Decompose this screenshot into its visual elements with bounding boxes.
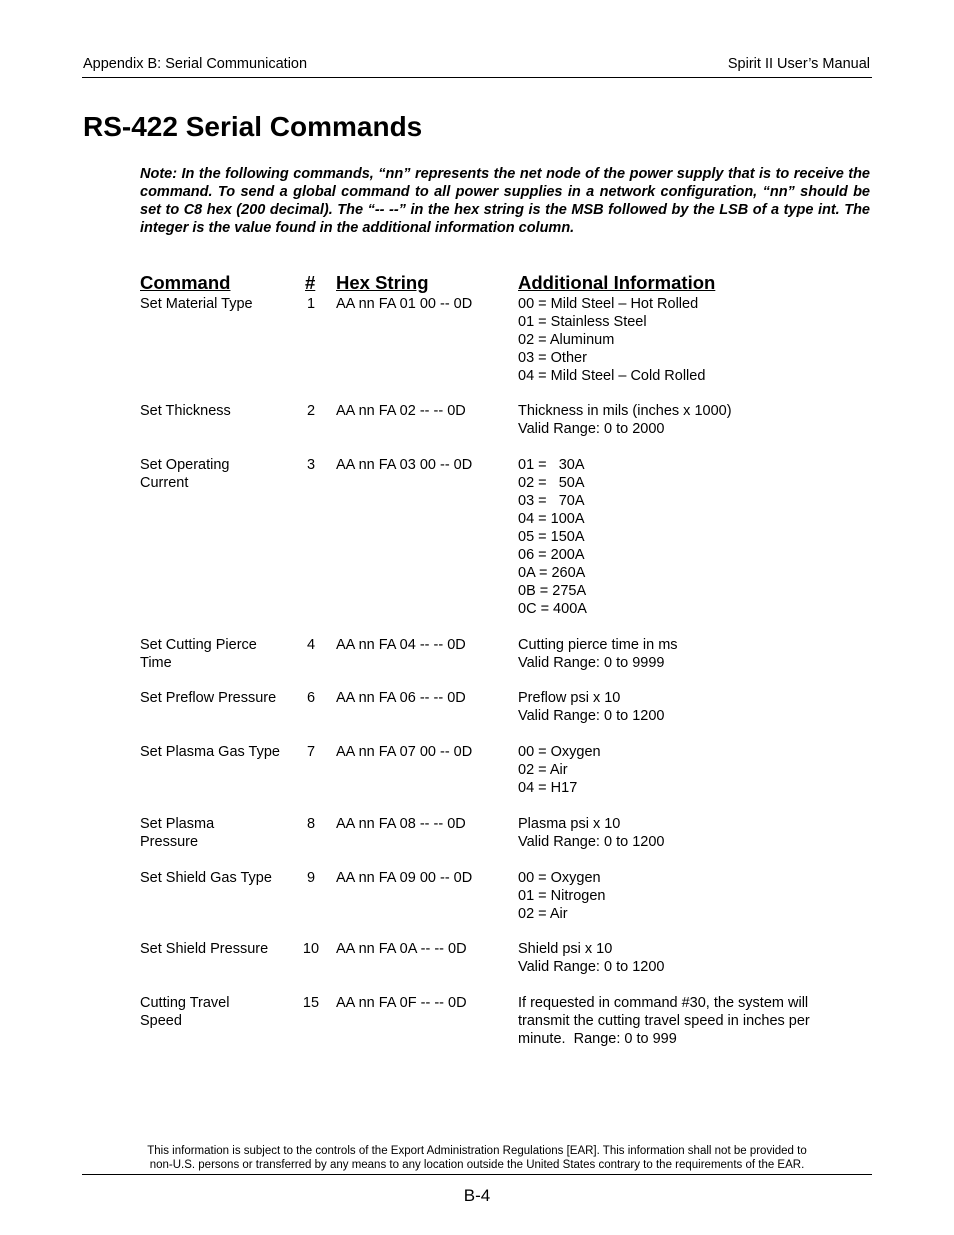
info-cell bbox=[518, 994, 848, 1048]
info-line: 0B = 275A bbox=[518, 583, 587, 599]
info-cell bbox=[518, 402, 848, 438]
command-cell: Set Cutting Pierce Time bbox=[140, 637, 257, 671]
command-cell: Set Plasma Pressure bbox=[140, 816, 215, 850]
command-cell: Set Shield Pressure bbox=[140, 941, 269, 957]
column-header-command: Command bbox=[140, 272, 231, 293]
header-section-title: Appendix B: Serial Communication bbox=[83, 56, 308, 72]
info-line: Cutting pierce time in ms bbox=[518, 637, 678, 653]
info-line: 03 = 70A bbox=[518, 493, 585, 509]
info-line: Thickness in mils (inches x 1000) bbox=[518, 403, 732, 419]
column-header-additional-info: Additional Information bbox=[518, 272, 716, 293]
info-line: 02 = 50A bbox=[518, 475, 585, 491]
info-line: Valid Range: 0 to 1200 bbox=[518, 959, 665, 975]
hex-cell: AA nn FA 04 -- -- 0D bbox=[336, 637, 466, 653]
info-line: 03 = Other bbox=[518, 350, 587, 366]
hex-cell: AA nn FA 0F -- -- 0D bbox=[336, 995, 467, 1011]
export-control-notice bbox=[80, 1144, 874, 1172]
column-header-hex-string: Hex String bbox=[336, 272, 429, 293]
export-control-line-2: non-U.S. persons or transferred by any means to any location outside the United States contrary to the requirements of the EAR. bbox=[149, 1159, 805, 1171]
info-line: 01 = Nitrogen bbox=[518, 888, 606, 904]
header-manual-title: Spirit II User’s Manual bbox=[727, 56, 870, 72]
info-cell bbox=[518, 636, 848, 672]
info-line: Preflow psi x 10 bbox=[518, 690, 621, 706]
hex-cell: AA nn FA 01 00 -- 0D bbox=[336, 296, 473, 312]
info-line: 00 = Oxygen bbox=[518, 870, 601, 886]
info-line: 06 = 200A bbox=[518, 547, 585, 563]
header-divider bbox=[82, 77, 872, 78]
info-line: Valid Range: 0 to 1200 bbox=[518, 708, 665, 724]
number-cell: 2 bbox=[306, 403, 316, 419]
number-cell: 8 bbox=[306, 816, 316, 832]
hex-cell: AA nn FA 0A -- -- 0D bbox=[336, 941, 467, 957]
info-line: 00 = Oxygen bbox=[518, 744, 601, 760]
info-line: 02 = Aluminum bbox=[518, 332, 615, 348]
hex-cell: AA nn FA 07 00 -- 0D bbox=[336, 744, 473, 760]
page-number: B-4 bbox=[463, 1186, 491, 1205]
command-cell: Set Thickness bbox=[140, 403, 231, 419]
hex-cell: AA nn FA 08 -- -- 0D bbox=[336, 816, 466, 832]
column-header-number: # bbox=[305, 272, 316, 293]
command-cell: Set Shield Gas Type bbox=[140, 870, 272, 886]
info-cell bbox=[518, 295, 848, 385]
number-cell: 15 bbox=[302, 995, 320, 1011]
info-line: Plasma psi x 10 bbox=[518, 816, 621, 832]
note-paragraph: Note: In the following commands, “nn” represents the net node of the power supply that is to receive the command. To send a global command to all power supplies in a network configuration, “nn” should be set to C8 hex (200 decimal). The “-- --” in the hex string is the MSB followed by the LSB of a type int. The integer is the value found in the additional information column. bbox=[140, 166, 870, 236]
number-cell: 10 bbox=[302, 941, 320, 957]
number-cell: 3 bbox=[306, 457, 316, 473]
info-cell bbox=[518, 815, 848, 851]
info-line: 01 = Stainless Steel bbox=[518, 314, 647, 330]
command-cell: Set Operating Current bbox=[140, 457, 230, 491]
info-line: 04 = Mild Steel – Cold Rolled bbox=[518, 368, 706, 384]
hex-cell: AA nn FA 09 00 -- 0D bbox=[336, 870, 473, 886]
info-cell bbox=[518, 743, 848, 797]
info-line: 01 = 30A bbox=[518, 457, 585, 473]
export-control-line-1: This information is subject to the controls of the Export Administration Regulations [EAR]. This information shall not be provided to bbox=[147, 1145, 807, 1157]
info-line: minute. Range: 0 to 999 bbox=[518, 1031, 677, 1047]
info-line: Shield psi x 10 bbox=[518, 941, 613, 957]
command-cell: Set Preflow Pressure bbox=[140, 690, 277, 706]
info-cell bbox=[518, 456, 848, 618]
info-line: Valid Range: 0 to 1200 bbox=[518, 834, 665, 850]
info-line: 04 = 100A bbox=[518, 511, 585, 527]
info-line: 02 = Air bbox=[518, 762, 568, 778]
info-line: 05 = 150A bbox=[518, 529, 585, 545]
number-cell: 1 bbox=[306, 296, 316, 312]
info-cell bbox=[518, 940, 848, 976]
command-cell: Set Material Type bbox=[140, 296, 253, 312]
info-line: transmit the cutting travel speed in inches per bbox=[518, 1013, 810, 1029]
command-cell: Cutting Travel Speed bbox=[140, 995, 230, 1029]
number-cell: 9 bbox=[306, 870, 316, 886]
info-line: 02 = Air bbox=[518, 906, 568, 922]
command-cell: Set Plasma Gas Type bbox=[140, 744, 280, 760]
info-line: 00 = Mild Steel – Hot Rolled bbox=[518, 296, 699, 312]
info-cell bbox=[518, 689, 848, 725]
number-cell: 7 bbox=[306, 744, 316, 760]
page-title: RS-422 Serial Commands bbox=[83, 111, 423, 142]
number-cell: 4 bbox=[306, 637, 316, 653]
info-line: If requested in command #30, the system will bbox=[518, 995, 809, 1011]
info-line: 04 = H17 bbox=[518, 780, 578, 796]
info-line: 0A = 260A bbox=[518, 565, 586, 581]
number-cell: 6 bbox=[306, 690, 316, 706]
hex-cell: AA nn FA 03 00 -- 0D bbox=[336, 457, 473, 473]
info-line: 0C = 400A bbox=[518, 601, 587, 617]
info-line: Valid Range: 0 to 9999 bbox=[518, 655, 665, 671]
footer-divider bbox=[82, 1174, 872, 1175]
hex-cell: AA nn FA 02 -- -- 0D bbox=[336, 403, 466, 419]
info-line: Valid Range: 0 to 2000 bbox=[518, 421, 665, 437]
info-cell bbox=[518, 869, 848, 923]
hex-cell: AA nn FA 06 -- -- 0D bbox=[336, 690, 466, 706]
